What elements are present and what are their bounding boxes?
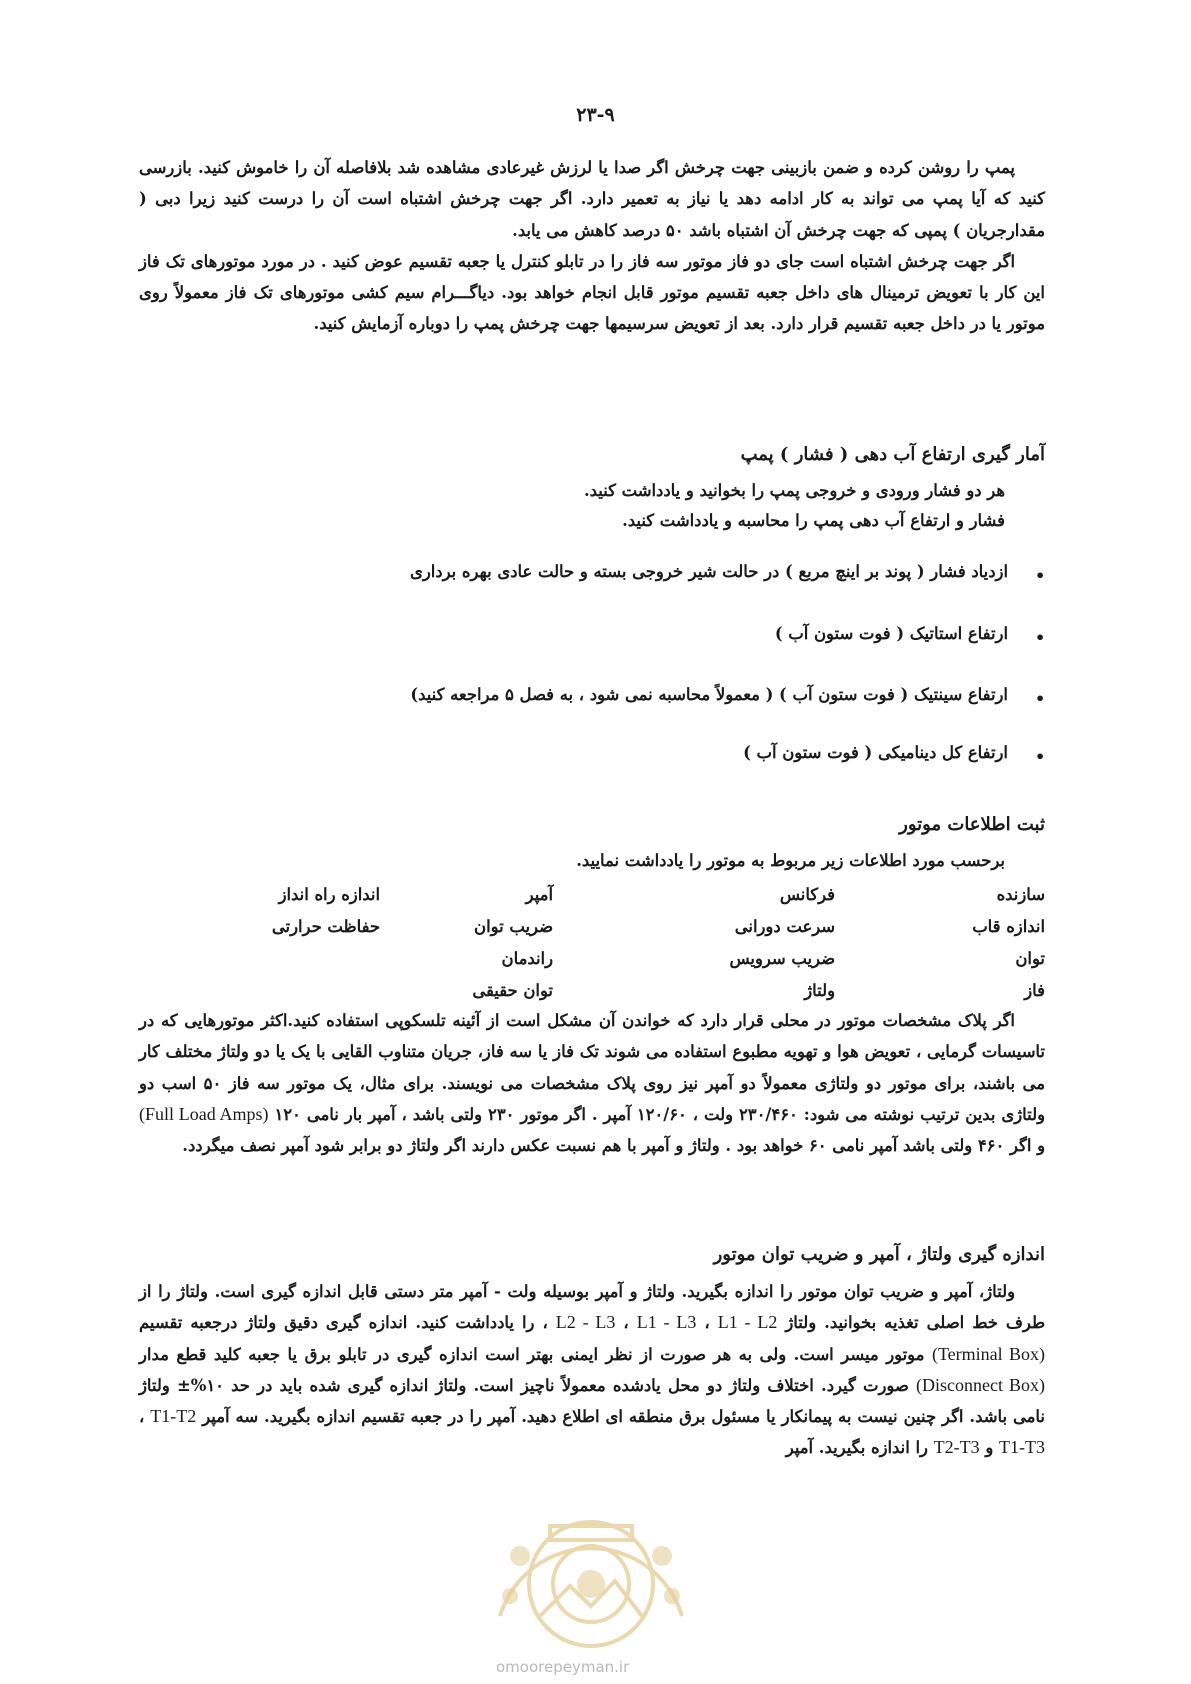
bullet-dot: • xyxy=(1035,628,1046,647)
table-cell: سرعت دورانی xyxy=(734,916,835,936)
table-cell: اندازه قاب xyxy=(972,916,1045,936)
watermark-url: omoorepeyman.ir xyxy=(496,1658,630,1676)
table-row xyxy=(135,910,1045,942)
motor-paragraph-text: اگر پلاک مشخصات موتور در محلی قرار دارد که خواندن آن مشکل است از آئینه تلسکوپی استفاده کنید.اکثر موتورهایی که در تاسیسات گرمایی ، تعویض هوا و تهویه مطبوع استفاده می شوند تک فاز یا سه فاز، جریان متناوب القایی با یک یا دو ولتاژ مختلف کار می باشند، برای موتور دو ولتاژی معمولاً دو آمپر نیز روی پلاک مشخصات می نویسند. برای مثال، یک موتور سه فاز ۵۰ اسب دو ولتاژی بدین ترتیب نوشته می شود: ۲۳۰/۴۶۰ ولت ، ۱۲۰/۶۰ آمپر . اگر موتور ۲۳۰ ولتی باشد ، آمپر بار نامی ۱۲۰ xyxy=(139,1011,1046,1124)
bullet-dot: • xyxy=(1035,566,1046,585)
measure-block xyxy=(139,1276,1045,1464)
table-cell: حفاظت حرارتی xyxy=(271,916,380,936)
table-cell: ضریب توان xyxy=(474,916,553,936)
measure-heading: اندازه گیری ولتاژ ، آمپر و ضریب توان موتور xyxy=(713,1244,1045,1265)
measure-text-2: ، را یادداشت کنید. اندازه گیری دقیق ولتاژ درجعبه تقسیم xyxy=(139,1313,548,1333)
measure-paragraph xyxy=(139,1276,1045,1464)
table-cell: آمپر xyxy=(525,884,553,904)
table-cell: اندازه راه انداز xyxy=(278,884,380,904)
current-t1-t3: T1-T3 xyxy=(999,1437,1045,1458)
intro-paragraph-2: اگر جهت چرخش اشتباه است جای دو فاز موتور سه فاز را در تابلو کنترل یا جعبه تقسیم عوض کنید . در مورد موتورهای تک فاز این کار با تعویض ترمینال های داخل جعبه تقسیم موتور قابل انجام خواهد بود. دیاگـــرام سیم کشی موتورهای تک فاز معمولاً روی موتور یا در داخل جعبه تقسیم قرار دارد. بعد از تعویض سرسیمها جهت چرخش پمپ را دوباره آزمایش کنید. xyxy=(139,251,1045,334)
measure-text-3: موتور میسر است. ولی به هر صورت از نظر ایمنی بهتر است اندازه گیری در تابلو برق یا جعبه کلید قطع مدار xyxy=(139,1344,925,1364)
bullet-item: ازدیاد فشار ( پوند بر اینچ مربع ) در حالت شیر خروجی بسته و حالت عادی بهره برداری xyxy=(410,562,1008,581)
bullet-dot: • xyxy=(1035,747,1046,766)
motor-paragraph-end: و اگر ۴۶۰ ولتی باشد آمپر نامی ۶۰ خواهد بود . ولتاژ و آمپر با هم نسبت عکس دارند اگر ولتاژ دو برابر شود آمپر نصف میگردد. xyxy=(182,1136,1045,1156)
table-row xyxy=(135,974,1045,1006)
table-cell: فاز xyxy=(1024,980,1045,1000)
separator: ، xyxy=(139,1407,145,1427)
table-cell: سازنده xyxy=(996,884,1045,904)
full-load-amps-term: (Full Load Amps) xyxy=(139,1103,269,1124)
table-cell xyxy=(135,974,380,1006)
table-cell: ولتاژ xyxy=(804,980,835,1000)
conjunction: و xyxy=(985,1438,994,1458)
table-row xyxy=(135,878,1045,910)
pressure-line-2: فشار و ارتفاع آب دهی پمپ را محاسبه و یادداشت کنید. xyxy=(622,511,1005,530)
bullet-item: ارتفاع استاتیک ( فوت ستون آب ) xyxy=(774,624,1008,643)
disconnect-box-term: (Disconnect Box) xyxy=(916,1374,1045,1395)
table-cell: راندمان xyxy=(501,948,553,968)
intro-paragraph-1: پمپ را روشن کرده و ضمن بازبینی جهت چرخش اگر صدا یا لرزش غیرعادی مشاهده شد بلافاصله آن را خاموش کنید. بازرسی کنید که آیا پمپ می تواند به کار ادامه دهد یا نیاز به تعمیر دارد. اگر جهت چرخش اشتباه است آن را درست کنید زیرا دبی ( مقدارجریان ) پمپی که جهت چرخش آن اشتباه باشد ۵۰ درصد کاهش می یابد. xyxy=(139,158,1045,240)
voltage-l1-l2: L1 - L2 xyxy=(717,1312,778,1333)
motor-paragraph-block xyxy=(139,1005,1045,1161)
voltage-l2-l3: L2 - L3 xyxy=(555,1312,616,1333)
motor-info-table xyxy=(135,878,1045,1006)
measure-text-1: ولتاژ، آمپر و ضریب توان موتور را اندازه بگیرید. ولتاژ و آمپر بوسیله ولت - آمپر متر دستی قابل اندازه گیری است. ولتاژ را از طرف خط اصلی تغذیه بخوانید. ولتاژ xyxy=(139,1282,1045,1333)
measure-text-5: را اندازه بگیرید. آمپر xyxy=(785,1438,928,1458)
intro-block xyxy=(139,152,1045,340)
separator: ، xyxy=(704,1313,710,1333)
measure-text-4: صورت گیرد. اختلاف ولتاژ دو محل یادشده معمولاً ناچیز است. ولتاژ اندازه گیری شده باید در حد ۱۰%± ولتاژ نامی باشد. اگر چنین نیست به پیمانکار یا مسئول برق منطقه ای اطلاع دهید. آمپر را در جعبه تقسیم اندازه بگیرید. سه آمپر xyxy=(139,1375,1045,1427)
pressure-line-1: هر دو فشار ورودی و خروجی پمپ را بخوانید و یادداشت کنید. xyxy=(583,481,1005,500)
table-cell: توان حقیقی xyxy=(472,980,553,1000)
current-t2-t3: T2-T3 xyxy=(933,1437,980,1458)
current-t1-t2: T1-T2 xyxy=(150,1406,197,1427)
table-cell xyxy=(135,942,380,974)
bullet-dot: • xyxy=(1035,689,1046,708)
terminal-box-term: (Terminal Box) xyxy=(931,1343,1045,1364)
bullet-item: ارتفاع کل دینامیکی ( فوت ستون آب ) xyxy=(743,743,1008,762)
table-row xyxy=(135,942,1045,974)
table-cell: ضریب سرویس xyxy=(729,948,835,968)
separator: ، xyxy=(623,1313,629,1333)
motor-intro: برحسب مورد اطلاعات زیر مربوط به موتور را یادداشت نمایید. xyxy=(576,851,1005,870)
voltage-l1-l3: L1 - L3 xyxy=(636,1312,697,1333)
motor-heading: ثبت اطلاعات موتور xyxy=(899,814,1045,835)
page-number: ۲۳-۹ xyxy=(576,104,615,126)
seal-watermark-icon xyxy=(480,1466,702,1656)
pressure-heading: آمار گیری ارتفاع آب دهی ( فشار ) پمپ xyxy=(740,444,1045,465)
table-cell: فرکانس xyxy=(779,884,835,904)
table-cell: توان xyxy=(1015,948,1045,968)
motor-paragraph xyxy=(139,1005,1045,1161)
bullet-item: ارتفاع سینتیک ( فوت ستون آب ) ( معمولاً محاسبه نمی شود ، به فصل ۵ مراجعه کنید) xyxy=(410,685,1008,704)
